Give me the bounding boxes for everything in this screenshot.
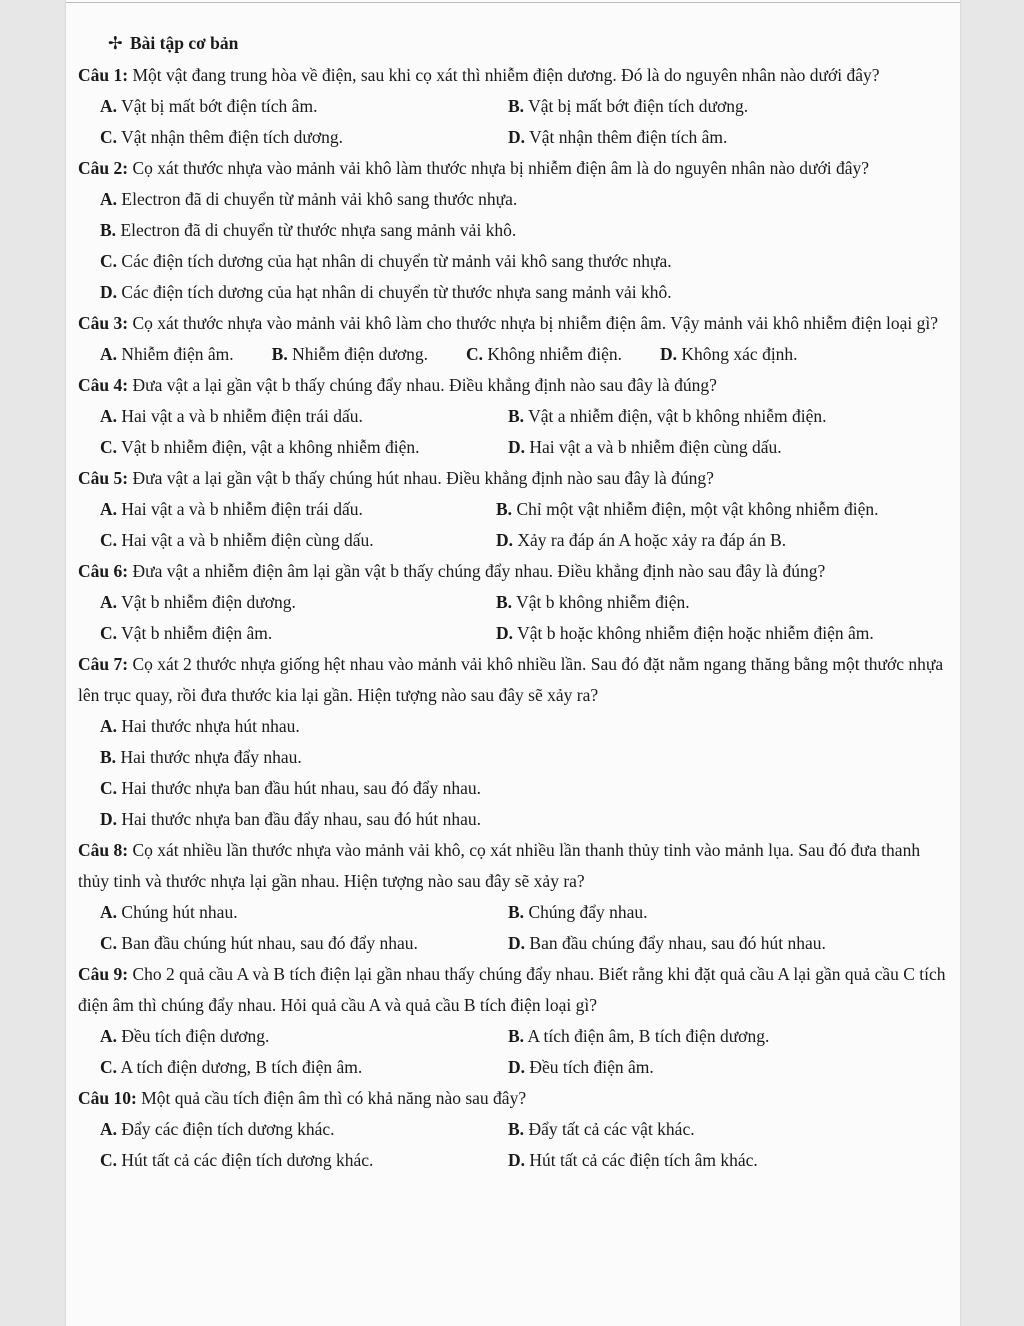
top-rule bbox=[66, 2, 960, 3]
cross-bullet-icon: ✢ bbox=[108, 33, 123, 53]
option-d: D. Không xác định. bbox=[660, 344, 798, 364]
option-a: A. Hai vật a và b nhiễm điện trái dấu. bbox=[100, 499, 363, 519]
question-label: Câu 8: bbox=[78, 840, 129, 860]
question-text: Một quả cầu tích điện âm thì có khả năng nào sau đây? bbox=[141, 1088, 527, 1108]
option-c: C. Các điện tích dương của hạt nhân di chuyển từ mảnh vải khô sang thước nhựa. bbox=[100, 251, 672, 271]
question-3 bbox=[78, 308, 954, 339]
question-text: Đưa vật a lại gần vật b thấy chúng đẩy nhau. Điều khẳng định nào sau đây là đúng? bbox=[132, 375, 717, 395]
option-c: C. Ban đầu chúng hút nhau, sau đó đẩy nhau. bbox=[100, 933, 418, 953]
option-c: C. Hai vật a và b nhiễm điện cùng dấu. bbox=[100, 530, 374, 550]
exercise-content bbox=[78, 28, 954, 1176]
option-b: B. Hai thước nhựa đẩy nhau. bbox=[100, 747, 302, 767]
question-text: Đưa vật a nhiễm điện âm lại gần vật b thấy chúng đẩy nhau. Điều khẳng định nào sau đây là đúng? bbox=[132, 561, 826, 581]
option-c: C. Hút tất cả các điện tích dương khác. bbox=[100, 1150, 374, 1170]
option-d: D. Các điện tích dương của hạt nhân di chuyển từ thước nhựa sang mảnh vải khô. bbox=[100, 282, 672, 302]
option-c: C. Vật b nhiễm điện, vật a không nhiễm điện. bbox=[100, 437, 420, 457]
options-8 bbox=[78, 897, 954, 959]
question-label: Câu 4: bbox=[78, 375, 129, 395]
option-d: D. Hai thước nhựa ban đầu đẩy nhau, sau đó hút nhau. bbox=[100, 809, 482, 829]
question-label: Câu 5: bbox=[78, 468, 129, 488]
question-7 bbox=[78, 649, 954, 711]
option-b: B. Electron đã di chuyển từ thước nhựa sang mảnh vải khô. bbox=[100, 220, 517, 240]
question-label: Câu 10: bbox=[78, 1088, 137, 1108]
option-d: D. Ban đầu chúng đẩy nhau, sau đó hút nhau. bbox=[508, 933, 826, 953]
option-d: D. Hai vật a và b nhiễm điện cùng dấu. bbox=[508, 437, 782, 457]
option-a: A. Vật bị mất bớt điện tích âm. bbox=[100, 96, 318, 116]
question-6 bbox=[78, 556, 954, 587]
options-7 bbox=[78, 711, 954, 835]
option-b: B. Nhiễm điện dương. bbox=[271, 344, 428, 364]
options-6 bbox=[78, 587, 954, 649]
question-text: Cọ xát 2 thước nhựa giống hệt nhau vào mảnh vải khô nhiều lần. Sau đó đặt nằm ngang thăng bằng một thước nhựa lên trục quay, rồi đưa thước kia lại gần. Hiện tượng nào sau đây sẽ xảy ra? bbox=[78, 654, 944, 705]
question-2 bbox=[78, 153, 954, 184]
question-label: Câu 9: bbox=[78, 964, 129, 984]
question-label: Câu 7: bbox=[78, 654, 129, 674]
question-label: Câu 3: bbox=[78, 313, 129, 333]
question-text: Đưa vật a lại gần vật b thấy chúng hút nhau. Điều khẳng định nào sau đây là đúng? bbox=[132, 468, 714, 488]
option-b: B. Vật a nhiễm điện, vật b không nhiễm điện. bbox=[508, 406, 827, 426]
option-c: C. Hai thước nhựa ban đầu hút nhau, sau đó đẩy nhau. bbox=[100, 778, 482, 798]
question-8 bbox=[78, 835, 954, 897]
option-d: D. Đều tích điện âm. bbox=[508, 1057, 654, 1077]
option-a: A. Vật b nhiễm điện dương. bbox=[100, 592, 296, 612]
question-5 bbox=[78, 463, 954, 494]
question-label: Câu 2: bbox=[78, 158, 129, 178]
option-a: A. Electron đã di chuyển từ mảnh vải khô sang thước nhựa. bbox=[100, 189, 518, 209]
option-a: A. Hai vật a và b nhiễm điện trái dấu. bbox=[100, 406, 363, 426]
question-text: Cọ xát nhiều lần thước nhựa vào mảnh vải khô, cọ xát nhiều lần thanh thủy tinh vào mảnh lụa. Sau đó đưa thanh thủy tinh và thước nhựa lại gần nhau. Hiện tượng nào sau đây sẽ xảy ra? bbox=[78, 840, 921, 891]
question-text: Cọ xát thước nhựa vào mảnh vải khô làm thước nhựa bị nhiễm điện âm là do nguyên nhân nào dưới đây? bbox=[132, 158, 870, 178]
section-heading bbox=[78, 28, 954, 59]
options-4 bbox=[78, 401, 954, 463]
question-9 bbox=[78, 959, 954, 1021]
option-c: C. Không nhiễm điện. bbox=[465, 344, 622, 364]
document-page bbox=[66, 0, 960, 1326]
option-a: A. Đẩy các điện tích dương khác. bbox=[100, 1119, 335, 1139]
option-b: B. Chúng đẩy nhau. bbox=[508, 902, 648, 922]
option-d: D. Vật b hoặc không nhiễm điện hoặc nhiễm điện âm. bbox=[496, 623, 874, 643]
option-a: A. Nhiễm điện âm. bbox=[100, 344, 234, 364]
option-a: A. Đều tích điện dương. bbox=[100, 1026, 270, 1046]
option-c: C. Vật nhận thêm điện tích dương. bbox=[100, 127, 343, 147]
options-10 bbox=[78, 1114, 954, 1176]
options-9 bbox=[78, 1021, 954, 1083]
options-3 bbox=[78, 339, 954, 370]
option-d: D. Xảy ra đáp án A hoặc xảy ra đáp án B. bbox=[496, 530, 787, 550]
option-a: A. Chúng hút nhau. bbox=[100, 902, 238, 922]
options-5 bbox=[78, 494, 954, 556]
option-d: D. Hút tất cả các điện tích âm khác. bbox=[508, 1150, 758, 1170]
option-b: B. A tích điện âm, B tích điện dương. bbox=[508, 1026, 770, 1046]
option-a: A. Hai thước nhựa hút nhau. bbox=[100, 716, 300, 736]
question-10 bbox=[78, 1083, 954, 1114]
option-d: D. Vật nhận thêm điện tích âm. bbox=[508, 127, 728, 147]
question-text: Cho 2 quả cầu A và B tích điện lại gần nhau thấy chúng đẩy nhau. Biết rằng khi đặt quả cầu A lại gần quả cầu C tích điện âm thì chúng đẩy nhau. Hỏi quả cầu A và quả cầu B tích điện loại gì? bbox=[78, 964, 946, 1015]
option-b: B. Đẩy tất cả các vật khác. bbox=[508, 1119, 695, 1139]
question-text: Một vật đang trung hòa về điện, sau khi cọ xát thì nhiễm điện dương. Đó là do nguyên nhân nào dưới đây? bbox=[132, 65, 880, 85]
option-c: C. A tích điện dương, B tích điện âm. bbox=[100, 1057, 363, 1077]
question-text: Cọ xát thước nhựa vào mảnh vải khô làm cho thước nhựa bị nhiễm điện âm. Vậy mảnh vải khô nhiễm điện loại gì? bbox=[132, 313, 938, 333]
question-label: Câu 1: bbox=[78, 65, 129, 85]
option-b: B. Vật bị mất bớt điện tích dương. bbox=[508, 96, 749, 116]
options-2 bbox=[78, 184, 954, 308]
question-1 bbox=[78, 60, 954, 91]
question-4 bbox=[78, 370, 954, 401]
section-title: Bài tập cơ bản bbox=[130, 33, 239, 53]
option-b: B. Vật b không nhiễm điện. bbox=[496, 592, 690, 612]
options-1 bbox=[78, 91, 954, 153]
option-b: B. Chỉ một vật nhiễm điện, một vật không nhiễm điện. bbox=[496, 499, 879, 519]
question-label: Câu 6: bbox=[78, 561, 129, 581]
option-c: C. Vật b nhiễm điện âm. bbox=[100, 623, 273, 643]
